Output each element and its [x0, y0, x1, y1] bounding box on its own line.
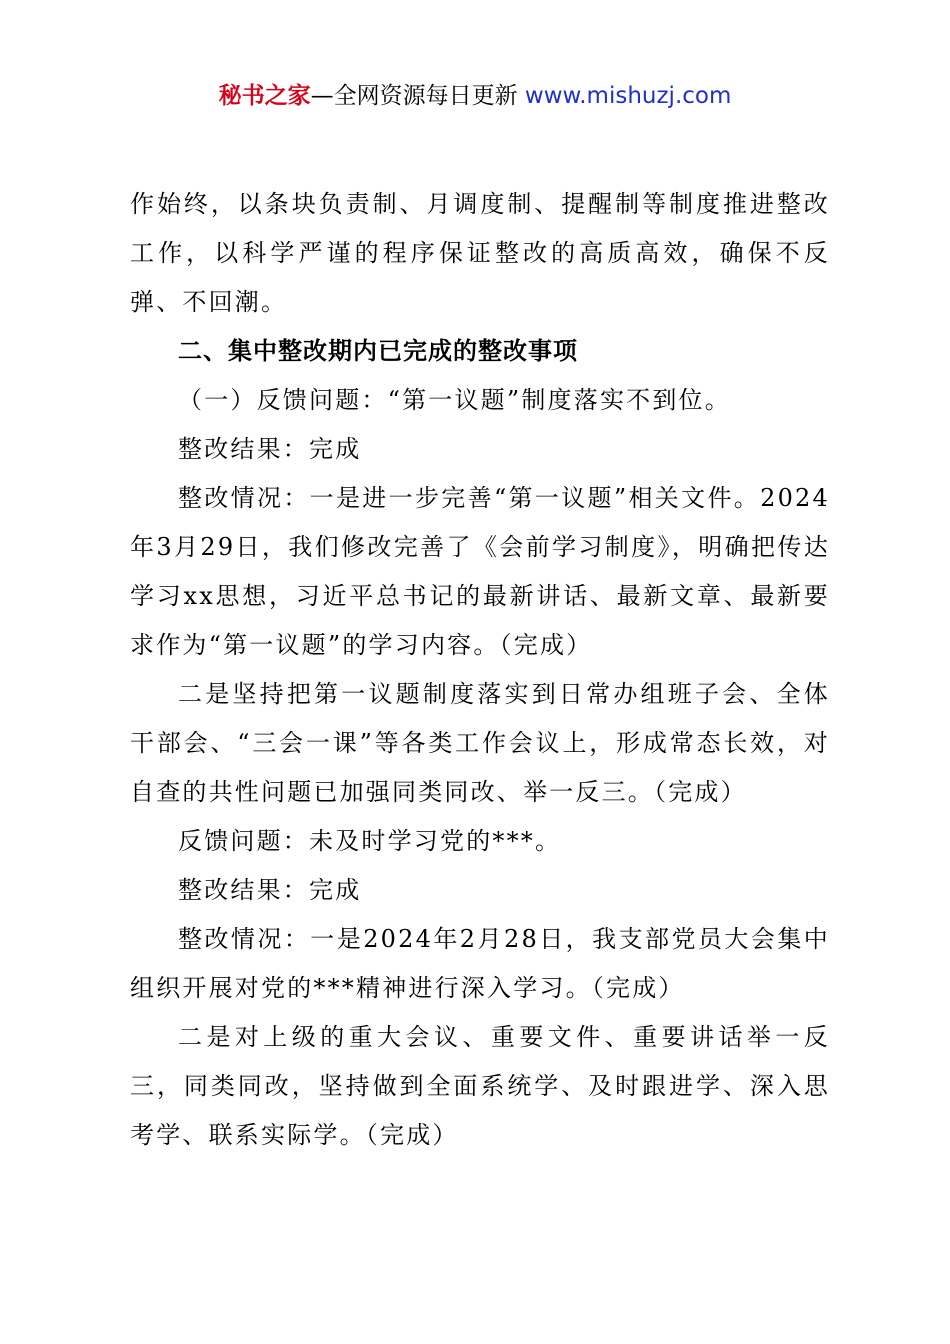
site-tagline: —全网资源每日更新 [310, 83, 518, 109]
site-header [0, 80, 950, 112]
rectification-status-1a: 整改情况：一是进一步完善“第一议题”相关文件。2024年3月29日，我们修改完善了《会前学习制度》，明确把传达学习xx思想，习近平总书记的最新讲话、最新文章、最新要求作为“第一议题”的学习内容。（完成） [130, 484, 830, 659]
rectification-status-2a: 整改情况：一是2024年2月28日，我支部党员大会集中组织开展对党的***精神进行深入学习。（完成） [130, 925, 830, 1002]
rectification-status-1b: 二是坚持把第一议题制度落实到日常办组班子会、全体干部会、“三会一课”等各类工作会议上，形成常态长效，对自查的共性问题已加强同类同改、举一反三。（完成） [130, 680, 830, 806]
paragraph-continuation: 作始终，以条块负责制、月调度制、提醒制等制度推进整改工作，以科学严谨的程序保证整改的高质高效，确保不反弹、不回潮。 [130, 190, 830, 316]
rectification-status-2b: 二是对上级的重大会议、重要文件、重要讲话举一反三，同类同改，坚持做到全面系统学、及时跟进学、深入思考学、联系实际学。（完成） [130, 1023, 830, 1149]
document-body [130, 180, 830, 1160]
site-brand: 秘书之家 [218, 83, 311, 109]
rectification-result-2: 整改结果：完成 [178, 876, 362, 904]
feedback-issue-1: （一）反馈问题：“第一议题”制度落实不到位。 [178, 386, 731, 414]
section-heading: 二、集中整改期内已完成的整改事项 [178, 337, 578, 365]
feedback-issue-2: 反馈问题：未及时学习党的***。 [178, 827, 562, 855]
rectification-result-1: 整改结果：完成 [178, 435, 362, 463]
site-url-link[interactable]: www.mishuzj.com [524, 83, 732, 109]
